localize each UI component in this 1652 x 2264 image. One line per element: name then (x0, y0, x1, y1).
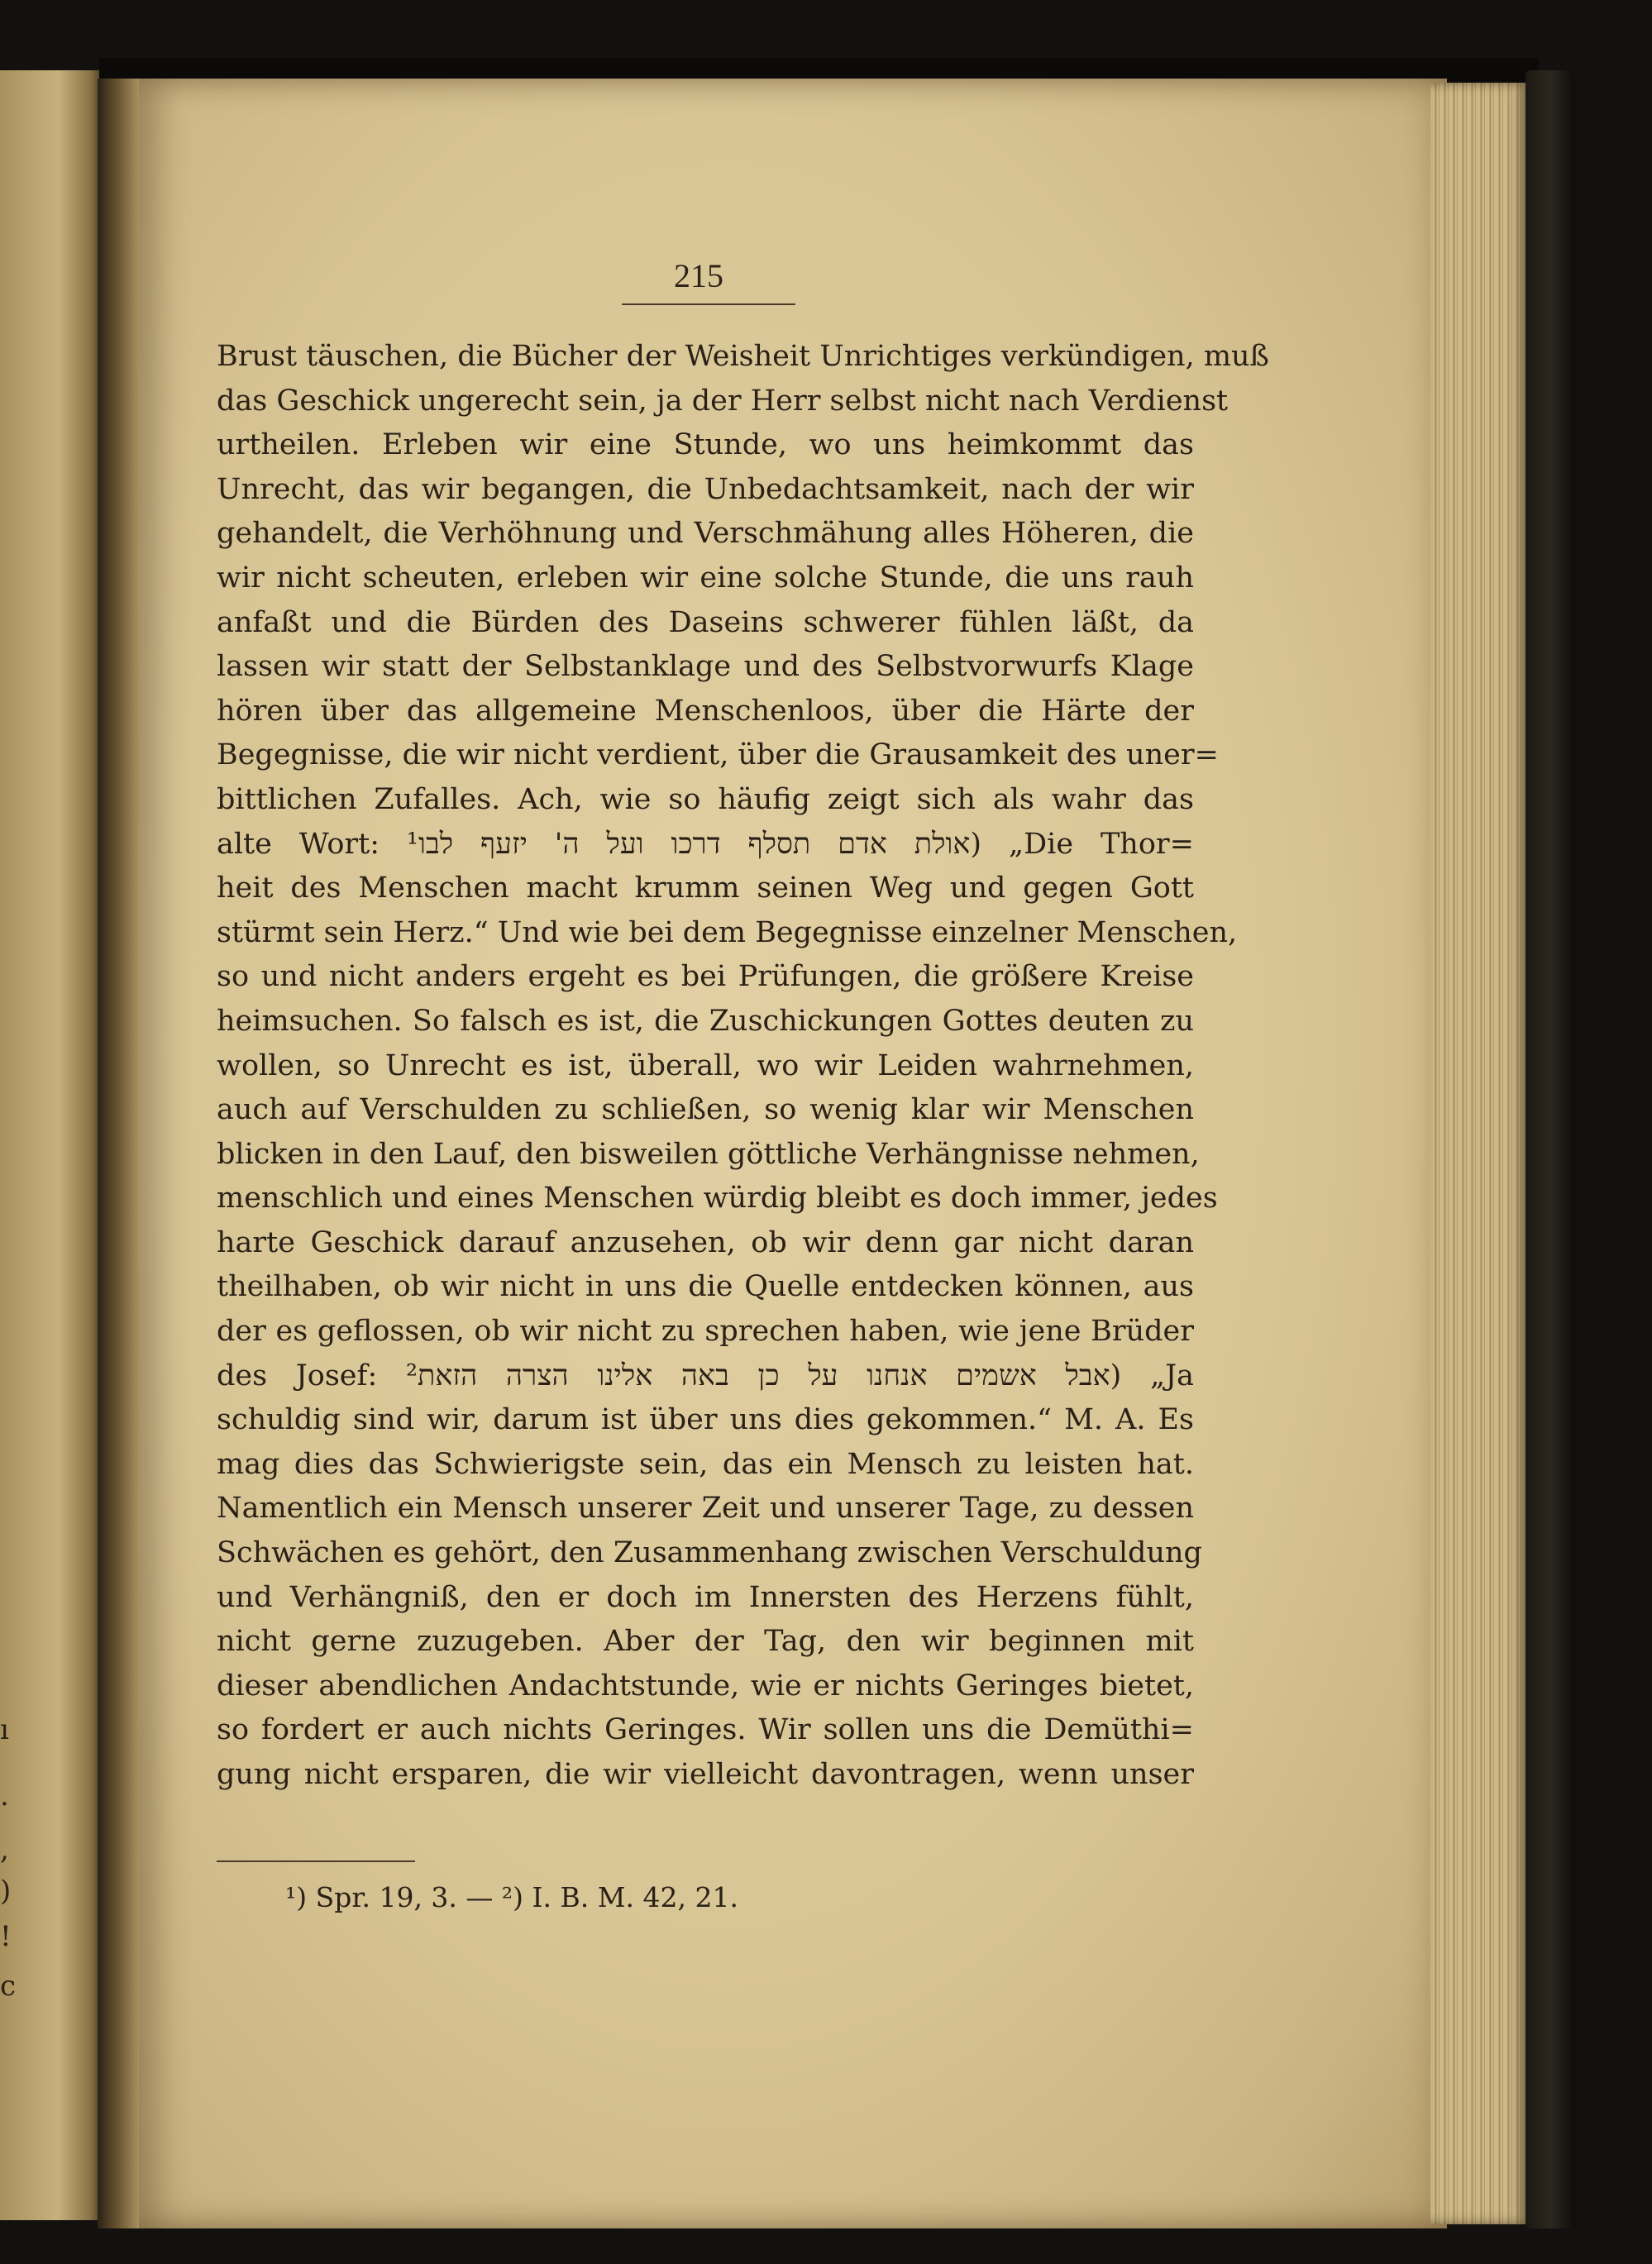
text-line: der es geflossen, ob wir nicht zu sprechen haben, wie jene Brüder (217, 1315, 1194, 1349)
text-line: harte Geschick darauf anzusehen, ob wir denn gar nicht daran (217, 1225, 1194, 1259)
text-line: heimsuchen. So falsch es ist, die Zuschickungen Gottes deuten zu (217, 1004, 1194, 1038)
text-line: mag dies das Schwierigste sein, das ein Mensch zu leisten hat. (217, 1447, 1194, 1481)
left-margin-mark: . (0, 1779, 9, 1813)
text-line: alte Wort: אולת אדם תסלף דרכו ועל ה' יזעף לבו¹) „Die Thor= (217, 827, 1194, 861)
text-line: lassen wir statt der Selbstanklage und des Selbstvorwurfs Klage (217, 650, 1194, 684)
text-line: Namentlich ein Mensch unserer Zeit und unserer Tage, zu dessen (217, 1492, 1194, 1526)
text-line: anfaßt und die Bürden des Daseins schwerer fühlen läßt, da (217, 605, 1194, 639)
text-line: bittlichen Zufalles. Ach, wie so häufig zeigt sich als wahr das (217, 782, 1194, 816)
text-line: Brust täuschen, die Bücher der Weisheit Unrichtiges verkündigen, muß (217, 340, 1269, 373)
text-line: urtheilen. Erleben wir eine Stunde, wo uns heimkommt das (217, 428, 1194, 462)
text-line: dieser abendlichen Andachtstunde, wie er nichts Geringes bietet, (217, 1669, 1194, 1703)
text-line: das Geschick ungerecht sein, ja der Herr selbst nicht nach Verdienst (217, 384, 1229, 418)
body-text (217, 335, 1269, 1798)
text-line: hören über das allgemeine Menschenloos, über die Härte der (217, 694, 1194, 728)
text-line: so und nicht anders ergeht es bei Prüfungen, die größere Kreise (217, 960, 1194, 994)
text-line: stürmt sein Herz.“ Und wie bei dem Begegnisse einzelner Menschen, (217, 915, 1238, 949)
text-line: so fordert er auch nichts Geringes. Wir sollen uns die Demüthi= (217, 1713, 1194, 1747)
text-line: theilhaben, ob wir nicht in uns die Quelle entdecken können, aus (217, 1270, 1194, 1304)
footnote-rule (217, 1860, 415, 1862)
text-line: Schwächen es gehört, den Zusammenhang zwischen Verschuldung (217, 1536, 1202, 1570)
text-line: Unrecht, das wir begangen, die Unbedachtsamkeit, nach der wir (217, 472, 1194, 506)
text-line: blicken in den Lauf, den bisweilen göttliche Verhängnisse nehmen, (217, 1137, 1200, 1171)
text-line: menschlich und eines Menschen würdig bleibt es doch immer, jedes (217, 1182, 1218, 1216)
book-cover-edge (1525, 70, 1575, 2228)
text-line: heit des Menschen macht krumm seinen Weg und gegen Gott (217, 872, 1194, 905)
text-line: und Verhängniß, den er doch im Innersten des Herzens fühlt, (217, 1580, 1194, 1614)
text-line: nicht gerne zuzugeben. Aber der Tag, den wir beginnen mit (217, 1625, 1194, 1659)
left-margin-mark: ) (0, 1875, 12, 1908)
page-number: 215 (674, 257, 723, 294)
text-line: auch auf Verschulden zu schließen, so wenig klar wir Menschen (217, 1093, 1194, 1127)
left-margin-mark: ! (0, 1920, 12, 1953)
page-number-rule (622, 303, 795, 305)
left-page-edge (0, 70, 106, 2220)
text-line: gehandelt, die Verhöhnung und Verschmähung alles Höheren, die (217, 517, 1194, 551)
left-margin-mark: ı (0, 1713, 9, 1746)
text-line: schuldig sind wir, darum ist über uns dies gekommen.“ M. A. Es (217, 1403, 1194, 1437)
text-line: des Josef: אבל אשמים אנחנו על כן באה אלינו הצרה הזאת²) „Ja (217, 1359, 1194, 1392)
left-margin-mark: , (0, 1833, 9, 1866)
left-margin-mark: c (0, 1970, 17, 2003)
text-line: Begegnisse, die wir nicht verdient, über die Grausamkeit des uner= (217, 738, 1219, 772)
book-gutter (98, 79, 139, 2228)
text-line: wir nicht scheuten, erleben wir eine solche Stunde, die uns rauh (217, 561, 1194, 595)
text-line: gung nicht ersparen, die wir vielleicht davontragen, wenn unser (217, 1758, 1194, 1791)
text-line: wollen, so Unrecht es ist, überall, wo wir Leiden wahrnehmen, (217, 1048, 1194, 1082)
footnote: ¹) Spr. 19, 3. — ²) I. B. M. 42, 21. (285, 1881, 738, 1913)
page-stack-edge (1430, 83, 1530, 2224)
